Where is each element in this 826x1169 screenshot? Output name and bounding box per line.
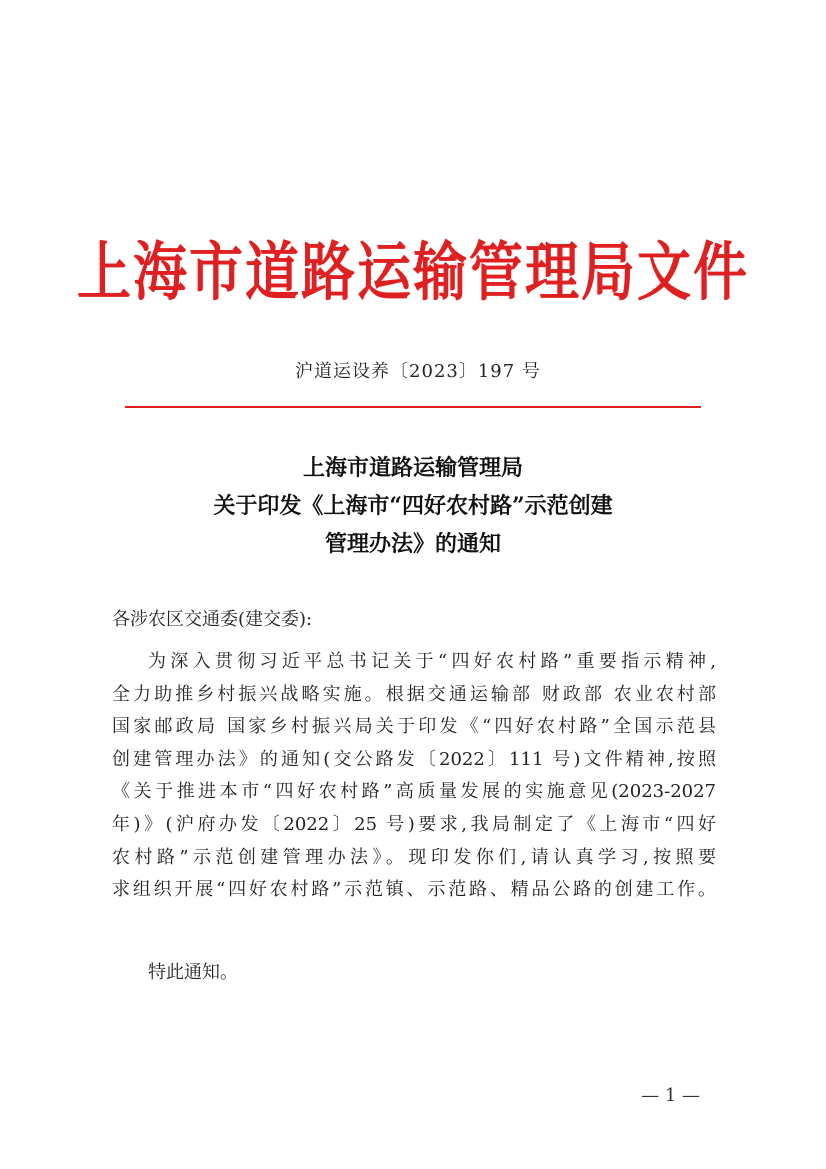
- salutation: 各涉农区交通委(建交委):: [112, 609, 313, 630]
- body-line: 全力助推乡村振兴战略实施。根据交通运输部 财政部 农业农村部: [112, 683, 716, 705]
- body-line: 求组织开展“四好农村路”示范镇、示范路、精品公路的创建工作。: [112, 879, 716, 901]
- body-line: 农村路”示范创建管理办法》。现印发你们,请认真学习,按照要: [112, 846, 716, 868]
- notice-title-line-2: 关于印发《上海市“四好农村路”示范创建: [213, 493, 613, 519]
- masthead-title: 上海市道路运输管理局文件: [77, 233, 749, 310]
- page-number: — 1 —: [641, 1085, 700, 1106]
- red-divider: [125, 406, 701, 408]
- body-line: 国家邮政局 国家乡村振兴局关于印发《“四好农村路”全国示范县: [112, 716, 716, 738]
- body-line: 《关于推进本市“四好农村路”高质量发展的实施意见(2023-2027: [112, 781, 716, 803]
- closing-remark: 特此通知。: [148, 962, 238, 983]
- notice-title-line-1: 上海市道路运输管理局: [302, 455, 523, 481]
- notice-title-line-3: 管理办法》的通知: [324, 531, 501, 557]
- body-line: 年)》(沪府办发〔2022〕25 号)要求,我局制定了《上海市“四好: [112, 813, 716, 835]
- notice-title: [0, 449, 826, 563]
- body-line: 为深入贯彻习近平总书记关于“四好农村路”重要指示精神,: [148, 651, 716, 672]
- body-paragraph: [112, 646, 716, 907]
- body-line: 创建管理办法》的通知(交公路发〔2022〕111 号)文件精神,按照: [112, 748, 716, 770]
- document-number: 沪道运设养〔2023〕197 号: [295, 361, 541, 382]
